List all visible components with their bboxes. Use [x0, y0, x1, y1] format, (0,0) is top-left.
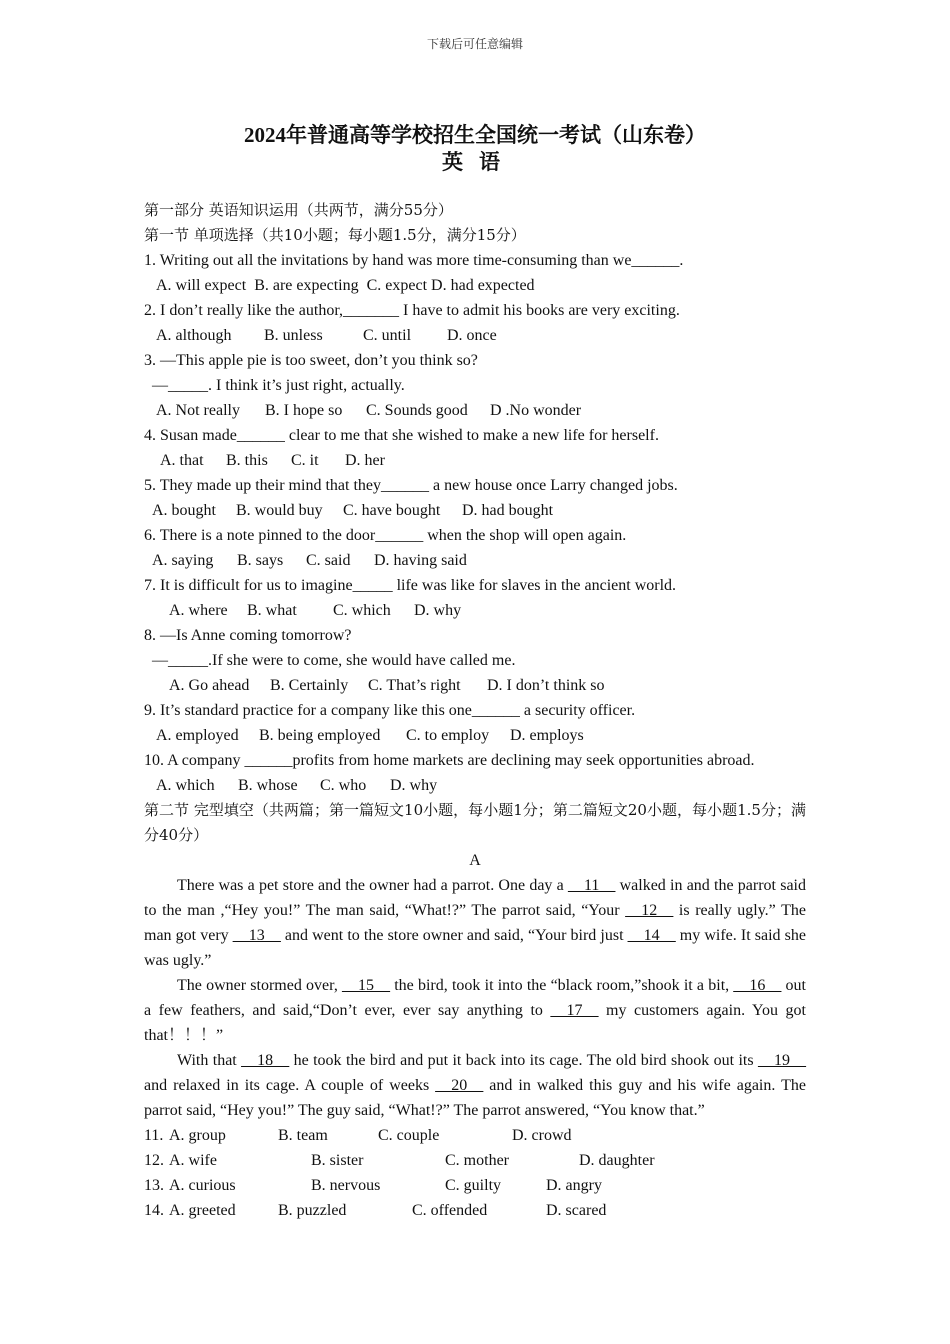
blank-16[interactable]: __16__ [733, 977, 782, 994]
option[interactable]: A. although [156, 327, 232, 344]
option[interactable]: B. whose [238, 777, 298, 794]
page-header-note: 下载后可任意编辑 [426, 37, 523, 51]
question-9-stem: 9. It’s standard practice for a company like this one______ a security officer. [144, 702, 636, 719]
question-3-stem: 3. —This apple pie is too sweet, don’t you think so? [144, 352, 478, 369]
option[interactable]: C. until [363, 327, 412, 344]
option[interactable]: C. Sounds good [366, 402, 468, 419]
option[interactable]: D. had bought [462, 502, 554, 519]
option[interactable]: D. angry [546, 1177, 602, 1194]
passage-a-label: A [469, 852, 481, 869]
passage-a-paragraph-2 [144, 973, 806, 1048]
option[interactable]: A. which [156, 777, 215, 794]
option[interactable]: C. it [291, 452, 319, 469]
blank-15[interactable]: __15__ [342, 977, 391, 994]
question-4-stem: 4. Susan made______ clear to me that she wished to make a new life for herself. [144, 427, 659, 444]
option[interactable]: A. Go ahead [169, 677, 250, 694]
option[interactable]: D. her [345, 452, 385, 469]
option[interactable]: C. which [333, 602, 391, 619]
question-6-options [144, 548, 806, 573]
option[interactable]: B. says [237, 552, 284, 569]
cloze-number: 11. [144, 1127, 164, 1144]
blank-19[interactable]: __19__ [758, 1052, 806, 1069]
question-9-options [144, 723, 806, 748]
blank-14[interactable]: __14__ [627, 927, 676, 944]
cloze-number: 13. [144, 1177, 164, 1194]
exam-title: 2024年普通高等学校招生全国统一考试（山东卷） [244, 123, 706, 147]
option[interactable]: B. would buy [236, 502, 323, 519]
question-4-options [144, 448, 806, 473]
passage-text: out a few feathers, and said,“Don’t ever, ever say anything to [144, 977, 806, 1019]
passage-text: my wife. It said she was ugly.” [144, 927, 807, 969]
cloze-option-row-13 [144, 1173, 806, 1198]
option[interactable]: A. bought [152, 502, 216, 519]
section1-heading: 第一节 单项选择（共10小题；每小题1.5分，满分15分） [144, 226, 526, 244]
option[interactable]: C. expect [366, 277, 428, 294]
option[interactable]: D. I don’t think so [487, 677, 605, 694]
option[interactable]: A. wife [169, 1152, 217, 1169]
option[interactable]: B. nervous [311, 1177, 381, 1194]
option[interactable]: D. crowd [512, 1127, 572, 1144]
question-7-options [144, 598, 806, 623]
passage-text: The owner stormed over, [177, 977, 343, 994]
option[interactable]: B. what [247, 602, 297, 619]
option[interactable]: D .No wonder [490, 402, 582, 419]
passage-text: and relaxed in its cage. A couple of weeks [144, 1077, 436, 1094]
question-2-stem: 2. I don’t really like the author,_______ I have to admit his books are very exciting. [144, 302, 680, 319]
passage-text: he took the bird and put it back into its cage. The old bird shook out its [289, 1052, 758, 1069]
option[interactable]: A. where [169, 602, 228, 619]
option[interactable]: A. employed [156, 727, 239, 744]
question-2-options [144, 323, 806, 348]
section2-heading: 第二节 完型填空（共两篇；第一篇短文10小题，每小题1分；第二篇短文20小题，每小题1.5分；满分40分） [144, 801, 806, 844]
option[interactable]: C. That’s right [368, 677, 461, 694]
question-3-stem-reply: —_____. I think it’s just right, actually. [152, 377, 405, 394]
option[interactable]: C. have bought [343, 502, 441, 519]
question-1-options [144, 273, 806, 298]
question-1-stem: 1. Writing out all the invitations by hand was more time-consuming than we______. [144, 252, 684, 269]
passage-text: my customers again. You got that！！！” [144, 1002, 806, 1044]
question-6-stem: 6. There is a note pinned to the door______ when the shop will open again. [144, 527, 627, 544]
blank-20[interactable]: __20__ [435, 1077, 484, 1094]
option[interactable]: C. couple [378, 1127, 440, 1144]
question-8-options [144, 673, 806, 698]
cloze-option-row-14 [144, 1198, 806, 1223]
option[interactable]: B. this [226, 452, 268, 469]
option[interactable]: A. Not really [156, 402, 240, 419]
question-5-options [144, 498, 806, 523]
exam-subject: 英语 [442, 150, 516, 174]
option[interactable]: A. group [169, 1127, 226, 1144]
question-10-options [144, 773, 806, 798]
blank-11[interactable]: __11__ [567, 877, 616, 894]
option[interactable]: B. puzzled [278, 1202, 347, 1219]
option[interactable]: B. being employed [259, 727, 381, 744]
passage-text: walked in and the parrot said to the man ,“Hey you!” The man said, “What!?” The parrot said, “Your [144, 877, 806, 919]
cloze-number: 12. [144, 1152, 164, 1169]
option[interactable]: C. offended [412, 1202, 488, 1219]
blank-12[interactable]: __12__ [625, 902, 674, 919]
blank-18[interactable]: __18__ [241, 1052, 290, 1069]
option[interactable]: B. I hope so [265, 402, 343, 419]
question-10-stem: 10. A company ______profits from home markets are declining may seek opportunities abroad. [144, 752, 755, 769]
option[interactable]: C. mother [445, 1152, 509, 1169]
option[interactable]: D. had expected [431, 277, 535, 294]
part1-heading: 第一部分 英语知识运用（共两节，满分55分） [144, 201, 453, 219]
option[interactable]: B. are expecting [254, 277, 359, 294]
option[interactable]: A. greeted [169, 1202, 236, 1219]
blank-13[interactable]: __13__ [232, 927, 281, 944]
option[interactable]: A. saying [152, 552, 214, 569]
option[interactable]: D. employs [510, 727, 584, 744]
option[interactable]: B. Certainly [270, 677, 349, 694]
cloze-option-row-12 [144, 1148, 806, 1173]
passage-text: is really ugly.” The man got very [144, 902, 807, 944]
option[interactable]: C. to employ [406, 727, 490, 744]
question-8-stem-reply: —_____.If she were to come, she would have called me. [152, 652, 516, 669]
option[interactable]: B. team [278, 1127, 328, 1144]
option[interactable]: A. will expect [156, 277, 247, 294]
option[interactable]: B. sister [311, 1152, 364, 1169]
option[interactable]: C. guilty [445, 1177, 502, 1194]
passage-text: and went to the store owner and said, “Your bird just [280, 927, 628, 944]
option[interactable]: D. having said [374, 552, 467, 569]
option[interactable]: C. who [320, 777, 367, 794]
question-3-options [144, 398, 806, 423]
question-7-stem: 7. It is difficult for us to imagine_____ life was like for slaves in the ancient world. [144, 577, 677, 594]
passage-a-paragraph-1 [144, 873, 806, 973]
option[interactable]: D. once [447, 327, 497, 344]
passage-text: There was a pet store and the owner had a parrot. One day a [177, 877, 568, 894]
cloze-option-row-11 [144, 1123, 806, 1148]
passage-text: and in walked this guy and his wife again. The parrot said, “Hey you!” The guy said, “What!?” The parrot answered, “You know that.” [144, 1077, 806, 1119]
option[interactable]: D. scared [546, 1202, 607, 1219]
question-5-stem: 5. They made up their mind that they______ a new house once Larry changed jobs. [144, 477, 678, 494]
exam-content [144, 198, 806, 1223]
passage-text: the bird, took it into the “black room,”shook it a bit, [390, 977, 734, 994]
option[interactable]: D. why [414, 602, 462, 619]
option[interactable]: A. that [160, 452, 204, 469]
blank-17[interactable]: __17__ [550, 1002, 599, 1019]
passage-a-paragraph-3 [144, 1048, 806, 1123]
option[interactable]: D. why [390, 777, 438, 794]
option[interactable]: B. unless [264, 327, 323, 344]
option[interactable]: D. daughter [579, 1152, 655, 1169]
passage-text: With that [177, 1052, 242, 1069]
option[interactable]: A. curious [169, 1177, 236, 1194]
cloze-number: 14. [144, 1202, 164, 1219]
question-8-stem: 8. —Is Anne coming tomorrow? [144, 627, 352, 644]
option[interactable]: C. said [306, 552, 351, 569]
